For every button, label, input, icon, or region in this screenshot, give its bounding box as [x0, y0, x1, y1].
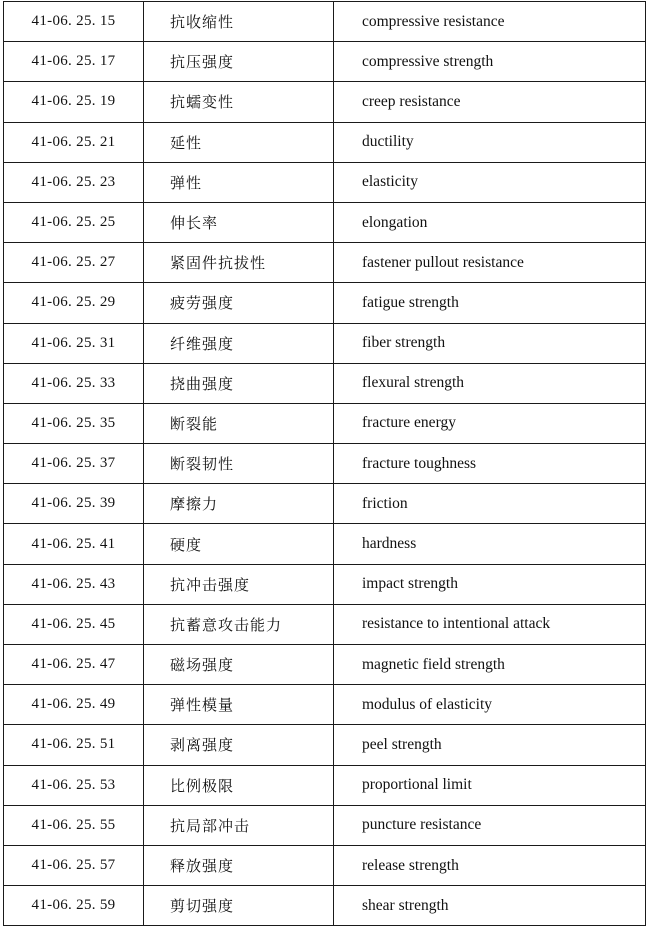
term-code-cell: 41-06. 25. 35	[4, 403, 144, 443]
term-english-cell: peel strength	[334, 725, 646, 765]
term-english-cell: elasticity	[334, 162, 646, 202]
term-code-cell: 41-06. 25. 55	[4, 805, 144, 845]
term-chinese-cell: 抗冲击强度	[144, 564, 334, 604]
terms-table	[3, 1, 646, 926]
term-chinese-cell: 弹性	[144, 162, 334, 202]
table-row	[4, 2, 646, 42]
term-chinese-cell: 疲劳强度	[144, 283, 334, 323]
term-chinese-cell: 剥离强度	[144, 725, 334, 765]
table-row	[4, 886, 646, 926]
term-english-cell: fiber strength	[334, 323, 646, 363]
term-chinese-cell: 剪切强度	[144, 886, 334, 926]
term-chinese-cell: 释放强度	[144, 845, 334, 885]
term-code-cell: 41-06. 25. 33	[4, 363, 144, 403]
term-code-cell: 41-06. 25. 19	[4, 82, 144, 122]
term-chinese-cell: 紧固件抗拔性	[144, 243, 334, 283]
table-row	[4, 403, 646, 443]
term-code-cell: 41-06. 25. 49	[4, 685, 144, 725]
term-code-cell: 41-06. 25. 53	[4, 765, 144, 805]
term-chinese-cell: 摩擦力	[144, 484, 334, 524]
term-chinese-cell: 纤维强度	[144, 323, 334, 363]
term-english-cell: fracture energy	[334, 403, 646, 443]
term-english-cell: puncture resistance	[334, 805, 646, 845]
table-row	[4, 564, 646, 604]
term-chinese-cell: 抗蓄意攻击能力	[144, 604, 334, 644]
term-code-cell: 41-06. 25. 39	[4, 484, 144, 524]
term-chinese-cell: 抗蠕变性	[144, 82, 334, 122]
term-english-cell: fastener pullout resistance	[334, 243, 646, 283]
term-chinese-cell: 延性	[144, 122, 334, 162]
table-row	[4, 243, 646, 283]
table-row	[4, 162, 646, 202]
term-english-cell: elongation	[334, 202, 646, 242]
term-english-cell: compressive strength	[334, 42, 646, 82]
term-code-cell: 41-06. 25. 29	[4, 283, 144, 323]
term-chinese-cell: 断裂能	[144, 403, 334, 443]
terms-table-body	[4, 2, 646, 926]
term-code-cell: 41-06. 25. 21	[4, 122, 144, 162]
term-code-cell: 41-06. 25. 15	[4, 2, 144, 42]
term-code-cell: 41-06. 25. 59	[4, 886, 144, 926]
table-row	[4, 805, 646, 845]
term-english-cell: proportional limit	[334, 765, 646, 805]
table-row	[4, 82, 646, 122]
term-english-cell: ductility	[334, 122, 646, 162]
table-row	[4, 202, 646, 242]
term-code-cell: 41-06. 25. 45	[4, 604, 144, 644]
term-code-cell: 41-06. 25. 25	[4, 202, 144, 242]
table-row	[4, 685, 646, 725]
term-english-cell: compressive resistance	[334, 2, 646, 42]
term-code-cell: 41-06. 25. 27	[4, 243, 144, 283]
term-chinese-cell: 磁场强度	[144, 645, 334, 685]
table-row	[4, 283, 646, 323]
term-english-cell: modulus of elasticity	[334, 685, 646, 725]
term-english-cell: flexural strength	[334, 363, 646, 403]
table-row	[4, 484, 646, 524]
term-english-cell: impact strength	[334, 564, 646, 604]
table-row	[4, 725, 646, 765]
term-english-cell: hardness	[334, 524, 646, 564]
term-chinese-cell: 硬度	[144, 524, 334, 564]
term-code-cell: 41-06. 25. 17	[4, 42, 144, 82]
term-code-cell: 41-06. 25. 43	[4, 564, 144, 604]
term-code-cell: 41-06. 25. 37	[4, 444, 144, 484]
term-english-cell: creep resistance	[334, 82, 646, 122]
term-code-cell: 41-06. 25. 31	[4, 323, 144, 363]
term-chinese-cell: 抗收缩性	[144, 2, 334, 42]
term-chinese-cell: 抗压强度	[144, 42, 334, 82]
term-english-cell: shear strength	[334, 886, 646, 926]
term-code-cell: 41-06. 25. 41	[4, 524, 144, 564]
term-english-cell: friction	[334, 484, 646, 524]
table-row	[4, 524, 646, 564]
term-english-cell: release strength	[334, 845, 646, 885]
terms-table-wrapper	[3, 1, 645, 937]
term-english-cell: fracture toughness	[334, 444, 646, 484]
table-row	[4, 444, 646, 484]
term-english-cell: magnetic field strength	[334, 645, 646, 685]
table-row	[4, 363, 646, 403]
table-row	[4, 845, 646, 885]
term-chinese-cell: 比例极限	[144, 765, 334, 805]
table-row	[4, 765, 646, 805]
term-code-cell: 41-06. 25. 47	[4, 645, 144, 685]
table-row	[4, 122, 646, 162]
term-chinese-cell: 抗局部冲击	[144, 805, 334, 845]
term-english-cell: fatigue strength	[334, 283, 646, 323]
table-row	[4, 42, 646, 82]
term-chinese-cell: 伸长率	[144, 202, 334, 242]
term-english-cell: resistance to intentional attack	[334, 604, 646, 644]
table-row	[4, 604, 646, 644]
term-code-cell: 41-06. 25. 51	[4, 725, 144, 765]
term-code-cell: 41-06. 25. 23	[4, 162, 144, 202]
term-chinese-cell: 挠曲强度	[144, 363, 334, 403]
term-chinese-cell: 断裂韧性	[144, 444, 334, 484]
term-code-cell: 41-06. 25. 57	[4, 845, 144, 885]
term-chinese-cell: 弹性模量	[144, 685, 334, 725]
table-row	[4, 645, 646, 685]
table-row	[4, 323, 646, 363]
